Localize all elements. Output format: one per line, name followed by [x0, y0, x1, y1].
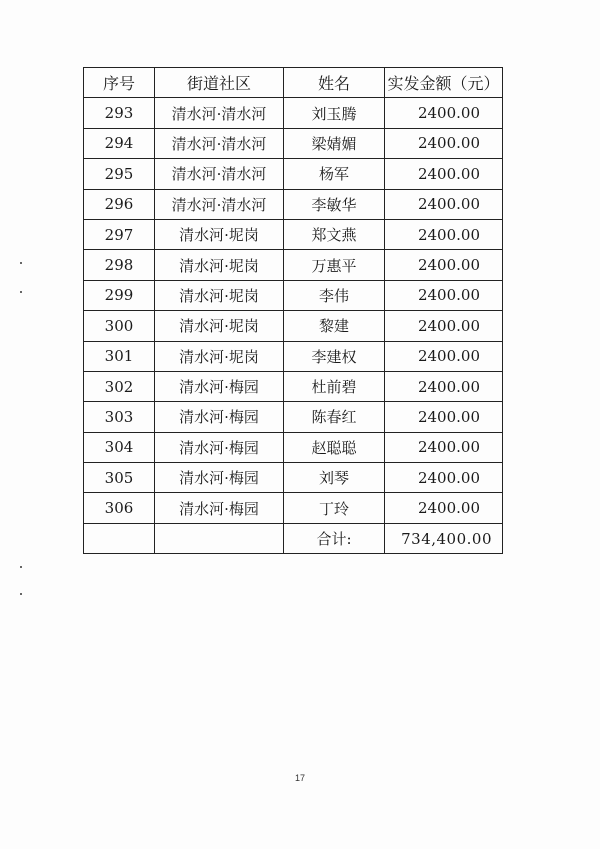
- table-row: [84, 280, 503, 310]
- cell-amount: 2400.00: [385, 371, 503, 401]
- cell-amount: 2400.00: [385, 463, 503, 493]
- cell-street-community: 清水河·坭岗: [155, 341, 284, 371]
- cell-street-community: 清水河·梅园: [155, 463, 284, 493]
- cell-street-community: 清水河·坭岗: [155, 219, 284, 249]
- cell-name: 黎建: [284, 311, 385, 341]
- cell-amount: 2400.00: [385, 280, 503, 310]
- cell-street-community: 清水河·坭岗: [155, 280, 284, 310]
- table-row: [84, 311, 503, 341]
- cell-name: 杨军: [284, 159, 385, 189]
- cell-street-community: 清水河·梅园: [155, 493, 284, 523]
- table-body: [84, 98, 503, 523]
- total-row: [84, 523, 503, 553]
- cell-name: 李伟: [284, 280, 385, 310]
- margin-mark: [20, 262, 22, 264]
- cell-serial-number: 304: [84, 432, 155, 462]
- cell-name: 李建权: [284, 341, 385, 371]
- cell-street-community: 清水河·清水河: [155, 159, 284, 189]
- cell-name: 杜前碧: [284, 371, 385, 401]
- cell-serial-number: 298: [84, 250, 155, 280]
- cell-street-community: 清水河·梅园: [155, 402, 284, 432]
- cell-amount: 2400.00: [385, 311, 503, 341]
- cell-serial-number: 295: [84, 159, 155, 189]
- margin-mark: [20, 291, 22, 293]
- cell-street-community: 清水河·梅园: [155, 371, 284, 401]
- cell-serial-number: 303: [84, 402, 155, 432]
- cell-amount: 2400.00: [385, 341, 503, 371]
- payroll-table: [83, 67, 503, 554]
- cell-serial-number: 296: [84, 189, 155, 219]
- cell-name: 李敏华: [284, 189, 385, 219]
- header-amount: 实发金额（元）: [385, 68, 503, 98]
- cell-serial-number: 305: [84, 463, 155, 493]
- cell-amount: 2400.00: [385, 402, 503, 432]
- cell-name: 郑文燕: [284, 219, 385, 249]
- table-row: [84, 98, 503, 128]
- cell-amount: 2400.00: [385, 219, 503, 249]
- cell-name: 刘玉腾: [284, 98, 385, 128]
- table-row: [84, 432, 503, 462]
- table-row: [84, 402, 503, 432]
- cell-amount: 2400.00: [385, 432, 503, 462]
- cell-street-community: 清水河·坭岗: [155, 250, 284, 280]
- table-row: [84, 250, 503, 280]
- page-number: 17: [294, 773, 305, 783]
- table-row: [84, 219, 503, 249]
- cell-street-community: 清水河·清水河: [155, 98, 284, 128]
- table-row: [84, 341, 503, 371]
- cell-serial-number: 300: [84, 311, 155, 341]
- cell-serial-number: 301: [84, 341, 155, 371]
- cell-street-community: 清水河·梅园: [155, 432, 284, 462]
- cell-street-community: 清水河·坭岗: [155, 311, 284, 341]
- table-row: [84, 371, 503, 401]
- cell-name: 梁婧媚: [284, 128, 385, 158]
- cell-street-community: 清水河·清水河: [155, 189, 284, 219]
- cell-amount: 2400.00: [385, 159, 503, 189]
- cell-name: 陈春红: [284, 402, 385, 432]
- cell-name: 刘琴: [284, 463, 385, 493]
- cell-serial-number: 299: [84, 280, 155, 310]
- cell-serial-number: 302: [84, 371, 155, 401]
- cell-serial-number: 294: [84, 128, 155, 158]
- cell-serial-number: 293: [84, 98, 155, 128]
- header-street-community: 街道社区: [155, 68, 284, 98]
- cell-amount: 2400.00: [385, 98, 503, 128]
- table-row: [84, 189, 503, 219]
- table-row: [84, 463, 503, 493]
- total-amount: 734,400.00: [385, 523, 503, 553]
- table-row: [84, 159, 503, 189]
- cell-amount: 2400.00: [385, 493, 503, 523]
- table-row: [84, 128, 503, 158]
- margin-mark: [20, 566, 22, 568]
- cell-street-community: 清水河·清水河: [155, 128, 284, 158]
- header-serial-number: 序号: [84, 68, 155, 98]
- table-row: [84, 493, 503, 523]
- cell-serial-number: 297: [84, 219, 155, 249]
- cell-name: 万惠平: [284, 250, 385, 280]
- margin-mark: [20, 593, 22, 595]
- table-header-row: [84, 68, 503, 98]
- cell-name: 赵聪聪: [284, 432, 385, 462]
- total-empty-cell: [155, 523, 284, 553]
- cell-amount: 2400.00: [385, 128, 503, 158]
- total-label: 合计:: [284, 523, 385, 553]
- total-empty-cell: [84, 523, 155, 553]
- cell-amount: 2400.00: [385, 189, 503, 219]
- cell-amount: 2400.00: [385, 250, 503, 280]
- cell-serial-number: 306: [84, 493, 155, 523]
- cell-name: 丁玲: [284, 493, 385, 523]
- header-name: 姓名: [284, 68, 385, 98]
